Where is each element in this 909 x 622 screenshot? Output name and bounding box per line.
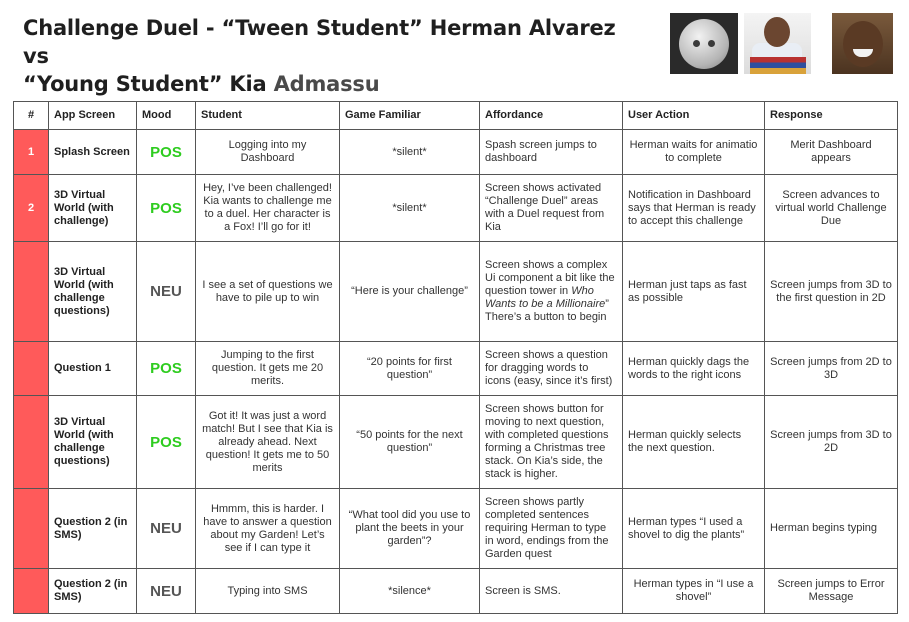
table-row	[14, 130, 898, 175]
game-familiar-cell: “Here is your challenge”	[340, 242, 480, 342]
col-header-app-screen: App Screen	[49, 102, 137, 130]
table-row	[14, 175, 898, 242]
user-action-cell: Notification in Dashboard says that Herman is ready to accept this challenge	[623, 175, 765, 242]
title-line-1: Challenge Duel - “Tween Student” Herman Alvarez vs	[23, 16, 616, 68]
mood-cell: NEU	[137, 489, 196, 569]
app-screen-cell: Question 2 (in SMS)	[49, 569, 137, 614]
user-action-cell: Herman quickly dags the words to the right icons	[623, 342, 765, 396]
affordance-cell: Spash screen jumps to dashboard	[480, 130, 623, 175]
app-screen-cell: Question 1	[49, 342, 137, 396]
mood-cell: POS	[137, 175, 196, 242]
table-row	[14, 569, 898, 614]
game-familiar-cell: *silent*	[340, 175, 480, 242]
affordance-cell: Screen is SMS.	[480, 569, 623, 614]
power-plug-icon	[670, 13, 738, 74]
col-header-student: Student	[196, 102, 340, 130]
row-number: 2	[14, 175, 49, 242]
student-cell: Got it! It was just a word match! But I see that Kia is already ahead. Next question! It gets me to 50 merits	[196, 396, 340, 489]
title-line-2-prefix: “Young Student” Kia	[23, 72, 274, 96]
col-header-affordance: Affordance	[480, 102, 623, 130]
col-header-response: Response	[765, 102, 898, 130]
row-number	[14, 396, 49, 489]
game-familiar-cell: *silent*	[340, 130, 480, 175]
affordance-text: Screen shows a complex Ui component a bit like the question tower in	[485, 259, 615, 297]
affordance-text-suffix: ” There’s a button to begin	[485, 298, 609, 323]
mood-cell: POS	[137, 342, 196, 396]
app-screen-cell: Question 2 (in SMS)	[49, 489, 137, 569]
col-header-game-familiar: Game Familiar	[340, 102, 480, 130]
kia-photo	[832, 13, 893, 74]
table-row	[14, 396, 898, 489]
title-surname: Admassu	[273, 72, 380, 96]
mood-cell: NEU	[137, 569, 196, 614]
row-number	[14, 342, 49, 396]
student-cell: Hmmm, this is harder. I have to answer a question about my Garden! Let’s see if I can type it	[196, 489, 340, 569]
title-line-2	[23, 70, 643, 98]
affordance-cell	[480, 242, 623, 342]
table-row	[14, 489, 898, 569]
student-cell: Jumping to the first question. It gets me 20 merits.	[196, 342, 340, 396]
row-number	[14, 569, 49, 614]
mood-cell: POS	[137, 130, 196, 175]
col-header-user-action: User Action	[623, 102, 765, 130]
table-header-row	[14, 102, 898, 130]
row-number: 1	[14, 130, 49, 175]
response-cell: Screen jumps from 3D to 2D	[765, 396, 898, 489]
user-action-cell: Herman types “I used a shovel to dig the plants”	[623, 489, 765, 569]
mood-cell: POS	[137, 396, 196, 489]
affordance-cell: Screen shows button for moving to next question, with completed questions forming a Christmas tree stack. On Kia’s side, the stack is higher.	[480, 396, 623, 489]
response-cell: Merit Dashboard appears	[765, 130, 898, 175]
app-screen-cell: 3D Virtual World (with challenge questions)	[49, 242, 137, 342]
game-familiar-cell: “20 points for first question”	[340, 342, 480, 396]
mood-cell: NEU	[137, 242, 196, 342]
table-row	[14, 242, 898, 342]
response-cell: Screen advances to virtual world Challenge Due	[765, 175, 898, 242]
student-cell: Hey, I’ve been challenged! Kia wants to challenge me to a duel. Her character is a Fox! I’ll go for it!	[196, 175, 340, 242]
game-familiar-cell: “50 points for the next question”	[340, 396, 480, 489]
app-screen-cell: 3D Virtual World (with challenge)	[49, 175, 137, 242]
col-header-mood: Mood	[137, 102, 196, 130]
user-action-cell: Herman waits for animatio to complete	[623, 130, 765, 175]
col-header-num: #	[14, 102, 49, 130]
herman-photo	[744, 13, 811, 74]
student-cell: I see a set of questions we have to pile up to win	[196, 242, 340, 342]
page-title	[23, 14, 643, 98]
affordance-cell: Screen shows activated “Challenge Duel” areas with a Duel request from Kia	[480, 175, 623, 242]
user-action-cell: Herman types in “I use a shovel”	[623, 569, 765, 614]
game-familiar-cell: “What tool did you use to plant the beets in your garden”?	[340, 489, 480, 569]
response-cell: Herman begins typing	[765, 489, 898, 569]
game-familiar-cell: *silence*	[340, 569, 480, 614]
student-cell: Logging into my Dashboard	[196, 130, 340, 175]
row-number	[14, 242, 49, 342]
app-screen-cell: 3D Virtual World (with challenge questions)	[49, 396, 137, 489]
affordance-cell: Screen shows partly completed sentences requiring Herman to type in word, endings from the Garden quest	[480, 489, 623, 569]
student-cell: Typing into SMS	[196, 569, 340, 614]
row-number	[14, 489, 49, 569]
affordance-cell: Screen shows a question for dragging words to icons (easy, since it’s first)	[480, 342, 623, 396]
affordance-italic-text: Who Wants to be a Millionaire	[485, 285, 606, 310]
response-cell: Screen jumps from 2D to 3D	[765, 342, 898, 396]
response-cell: Screen jumps to Error Message	[765, 569, 898, 614]
app-screen-cell: Splash Screen	[49, 130, 137, 175]
storyboard-table	[13, 101, 898, 614]
user-action-cell: Herman quickly selects the next question.	[623, 396, 765, 489]
user-action-cell: Herman just taps as fast as possible	[623, 242, 765, 342]
response-cell: Screen jumps from 3D to the first question in 2D	[765, 242, 898, 342]
table-row	[14, 342, 898, 396]
